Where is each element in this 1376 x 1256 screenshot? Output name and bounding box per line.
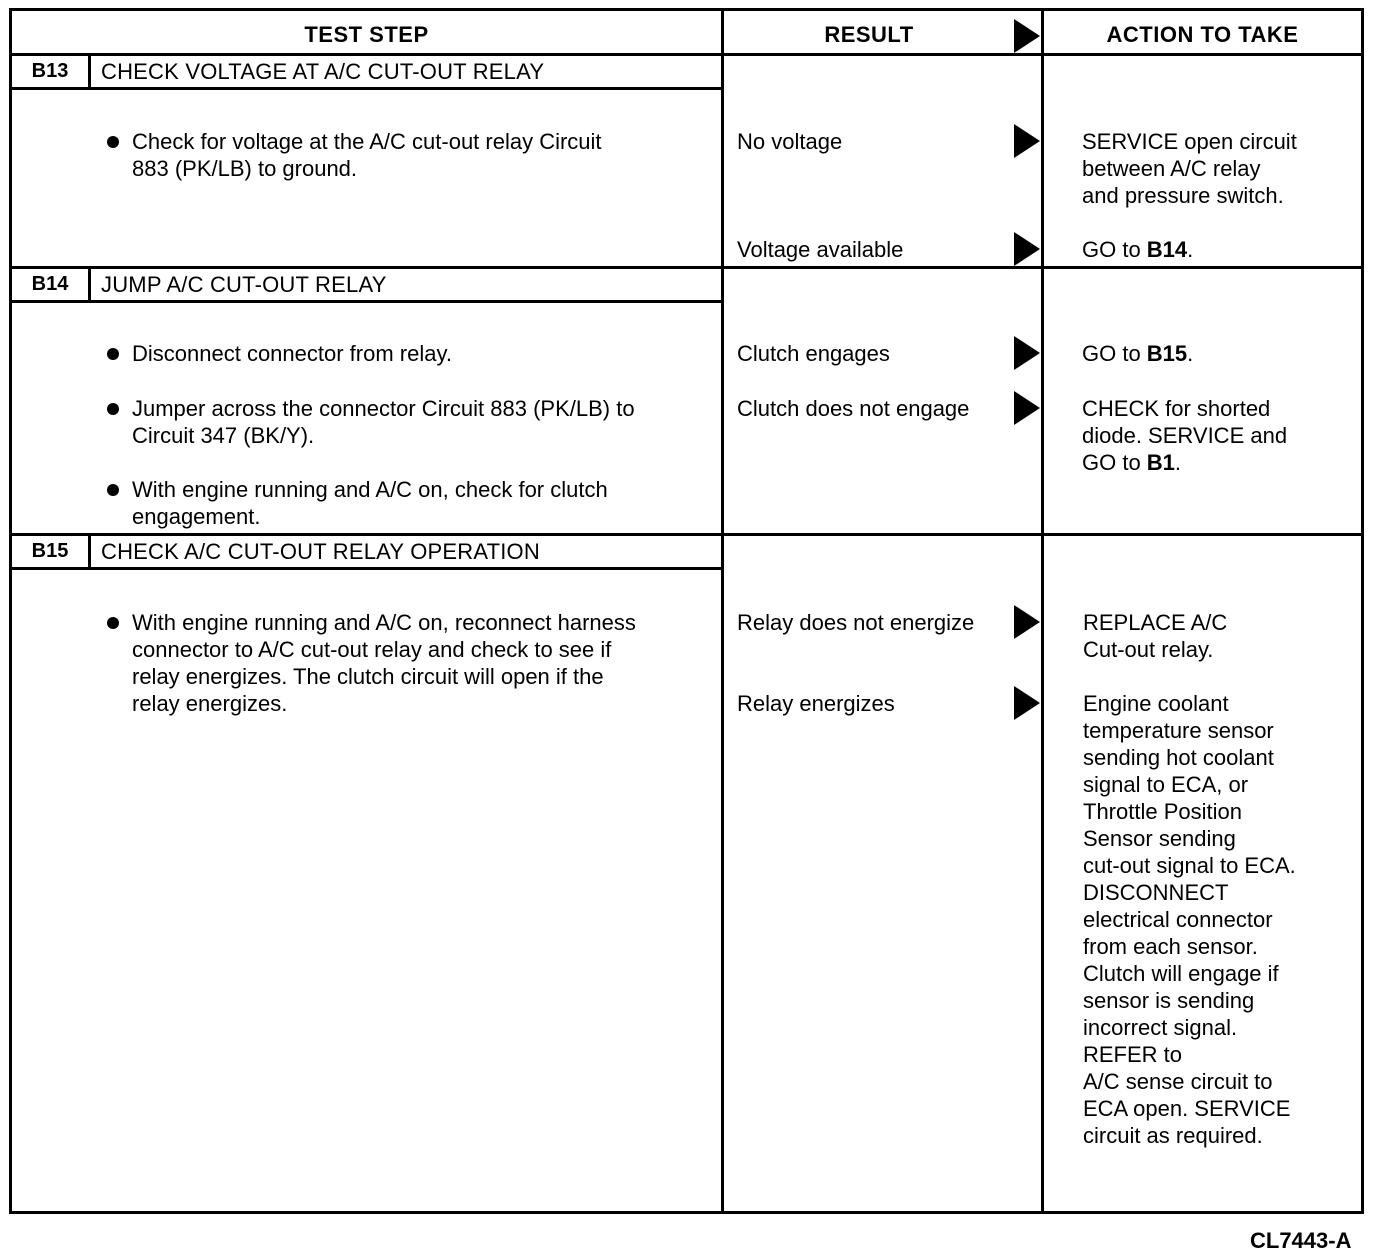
step-title: JUMP A/C CUT-OUT RELAY bbox=[101, 272, 387, 297]
result-text: No voltage bbox=[737, 129, 843, 154]
step-instruction: With engine running and A/C on, check for clutch engagement. bbox=[132, 477, 608, 529]
code-divider-b14 bbox=[88, 268, 91, 302]
table-border-left bbox=[9, 8, 12, 1214]
step-title: CHECK A/C CUT-OUT RELAY OPERATION bbox=[101, 539, 540, 564]
table-border-right bbox=[1361, 8, 1364, 1214]
arrow-right-icon bbox=[1014, 605, 1040, 639]
step-title: CHECK VOLTAGE AT A/C CUT-OUT RELAY bbox=[101, 59, 545, 84]
bullet-icon bbox=[107, 403, 119, 415]
step-reference: B15 bbox=[1146, 341, 1188, 366]
header-action: ACTION TO TAKE bbox=[1106, 22, 1299, 47]
header-test-step: TEST STEP bbox=[304, 22, 429, 47]
code-divider-b13 bbox=[88, 55, 91, 89]
result-text: Relay does not energize bbox=[737, 610, 975, 635]
bullet-icon bbox=[107, 348, 119, 360]
action-text: SERVICE open circuit between A/C relay and pressure switch. bbox=[1082, 129, 1297, 208]
step-code: B14 bbox=[31, 273, 69, 295]
step-reference: B1 bbox=[1146, 450, 1175, 475]
action-text: REPLACE A/C Cut-out relay. bbox=[1083, 610, 1228, 662]
section-divider-b14 bbox=[9, 266, 1364, 269]
step-instruction: Check for voltage at the A/C cut-out relay Circuit 883 (PK/LB) to ground. bbox=[132, 129, 602, 181]
arrow-right-icon bbox=[1014, 336, 1040, 370]
result-text: Voltage available bbox=[737, 237, 904, 262]
step-code: B13 bbox=[31, 60, 69, 82]
figure-id: CL7443-A bbox=[1250, 1228, 1352, 1253]
action-text: Engine coolant temperature sensor sending hot coolant signal to ECA, or Throttle Position Sensor sending cut-out signal to ECA. DISCONNECT electrical connector from each sensor. Clutch will engage if sensor is sending incorrect signal. REFER to A/C sense circuit to ECA open. SERVICE circuit as required. bbox=[1083, 691, 1296, 1148]
header-arrow-icon bbox=[1014, 19, 1040, 53]
section-divider-b15 bbox=[9, 533, 1364, 536]
action-text: CHECK for shorted diode. SERVICE and GO to B1. bbox=[1082, 396, 1288, 475]
header-result: RESULT bbox=[824, 22, 914, 47]
title-divider-b14 bbox=[9, 300, 723, 303]
action-text: GO to B15. bbox=[1082, 341, 1194, 366]
header-divider bbox=[9, 53, 1364, 56]
table-border-top bbox=[9, 8, 1364, 11]
arrow-right-icon bbox=[1014, 124, 1040, 158]
result-text: Relay energizes bbox=[737, 691, 895, 716]
bullet-icon bbox=[107, 617, 119, 629]
action-text: GO to B14. bbox=[1082, 237, 1194, 262]
bullet-icon bbox=[107, 136, 119, 148]
step-reference: B14 bbox=[1146, 237, 1188, 262]
column-divider-result bbox=[721, 8, 724, 1214]
arrow-right-icon bbox=[1014, 686, 1040, 720]
result-text: Clutch engages bbox=[737, 341, 890, 366]
title-divider-b13 bbox=[9, 87, 723, 90]
arrow-right-icon bbox=[1014, 232, 1040, 266]
code-divider-b15 bbox=[88, 535, 91, 569]
result-text: Clutch does not engage bbox=[737, 396, 970, 421]
column-divider-action bbox=[1041, 8, 1044, 1214]
step-instruction: With engine running and A/C on, reconnect harness connector to A/C cut-out relay and check to see if relay energizes. The clutch circuit will open if the relay energizes. bbox=[132, 610, 636, 716]
bullet-icon bbox=[107, 484, 119, 496]
step-instruction: Jumper across the connector Circuit 883 (PK/LB) to Circuit 347 (BK/Y). bbox=[132, 396, 635, 448]
title-divider-b15 bbox=[9, 567, 723, 570]
table-border-bottom bbox=[9, 1211, 1364, 1214]
step-instruction: Disconnect connector from relay. bbox=[132, 341, 452, 366]
step-code: B15 bbox=[31, 540, 69, 562]
arrow-right-icon bbox=[1014, 391, 1040, 425]
